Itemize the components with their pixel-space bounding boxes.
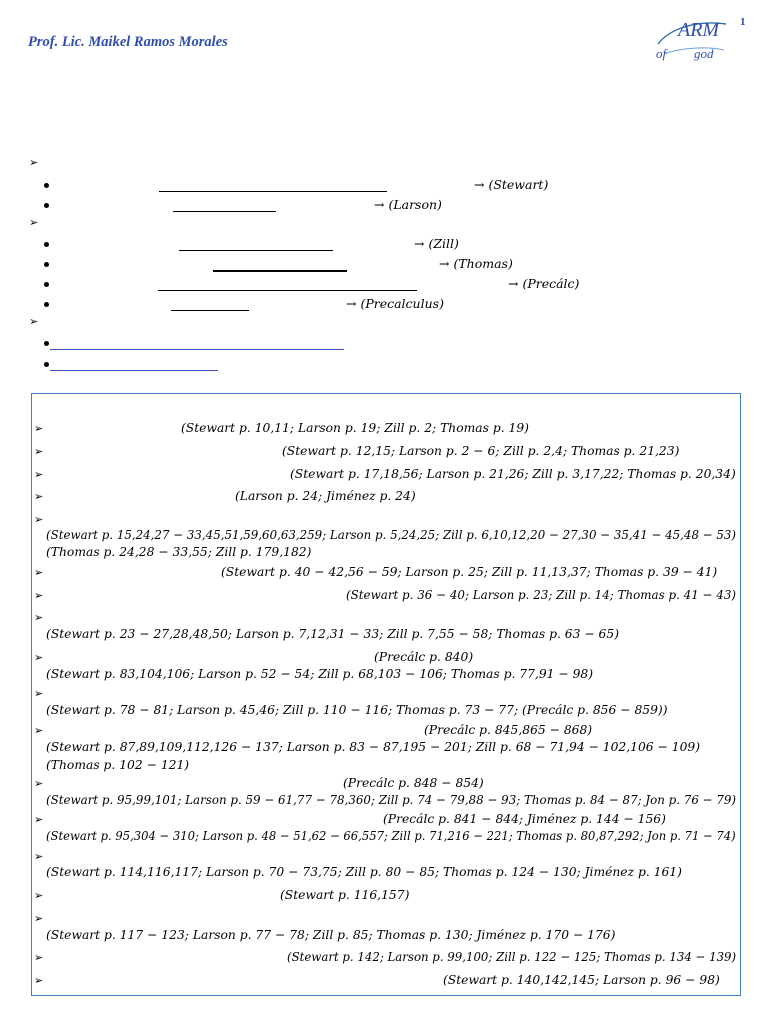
bullet-dot [44, 302, 49, 307]
bullet-dot [44, 183, 49, 188]
reference-line: (Stewart p. 17,18,56; Larson p. 21,26; Zill p. 3,17,22; Thomas p. 20,34) [290, 467, 736, 481]
reference-line: (Stewart p. 78 − 81; Larson p. 45,46; Zill p. 110 − 116; Thomas p. 73 − 77; (Precálc p. 856 − 859)) [46, 703, 668, 717]
arm-logo [650, 14, 730, 62]
arrow-bullet: ➢ [34, 468, 44, 481]
reference-line: (Precálc p. 841 − 844; Jiménez p. 144 − 156) [383, 812, 666, 826]
arrow-bullet: ➢ [29, 156, 39, 169]
reference-line: (Stewart p. 95,99,101; Larson p. 59 − 61,77 − 78,360; Zill p. 74 − 79,88 − 93; Thomas p. 84 − 87; Jon p. 76 − 79) [46, 793, 737, 807]
logo-text-right: god [694, 46, 714, 61]
reference-line: (Stewart p. 10,11; Larson p. 19; Zill p. 2; Thomas p. 19) [181, 421, 529, 435]
arrow-bullet: ➢ [34, 687, 44, 700]
logo-text-top: ARM [678, 19, 720, 41]
bullet-dot [44, 262, 49, 267]
ref-precalc: → (Precálc) [508, 276, 580, 291]
bullet-dot [44, 282, 49, 287]
ref-thomas: → (Thomas) [439, 256, 513, 271]
arrow-bullet: ➢ [34, 813, 44, 826]
arrow-bullet: ➢ [29, 216, 39, 229]
blank-underline [213, 270, 347, 272]
arrow-bullet: ➢ [34, 490, 44, 503]
reference-line: (Thomas p. 102 − 121) [46, 758, 190, 772]
bullet-dot [44, 362, 49, 367]
arrow-bullet: ➢ [34, 974, 44, 987]
header-author: Prof. Lic. Maikel Ramos Morales [28, 34, 228, 50]
arrow-bullet: ➢ [34, 777, 44, 790]
arrow-bullet: ➢ [34, 566, 44, 579]
arrow-bullet: ➢ [34, 951, 44, 964]
reference-line: (Precálc p. 845,865 − 868) [424, 723, 593, 737]
reference-line: (Stewart p. 114,116,117; Larson p. 70 − 73,75; Zill p. 80 − 85; Thomas p. 124 − 130; Jiménez p. 161) [46, 865, 682, 879]
reference-line: (Stewart p. 15,24,27 − 33,45,51,59,60,63,259; Larson p. 5,24,25; Zill p. 6,10,12,20 − 27,30 − 35,41 − 45,48 − 53) [46, 528, 737, 542]
arrow-bullet: ➢ [34, 513, 44, 526]
page-number: 1 [740, 16, 746, 28]
bullet-dot [44, 203, 49, 208]
reference-line: (Stewart p. 40 − 42,56 − 59; Larson p. 25; Zill p. 11,13,37; Thomas p. 39 − 41) [221, 565, 718, 579]
hyperlink-underline[interactable] [50, 349, 344, 350]
arrow-bullet: ➢ [34, 422, 44, 435]
blank-underline [159, 191, 387, 192]
arrow-bullet: ➢ [29, 315, 39, 328]
logo-text-left: of [656, 46, 667, 61]
blank-underline [173, 211, 276, 212]
reference-line: (Stewart p. 36 − 40; Larson p. 23; Zill p. 14; Thomas p. 41 − 43) [346, 588, 737, 602]
arrow-bullet: ➢ [34, 850, 44, 863]
reference-line: (Stewart p. 95,304 − 310; Larson p. 48 − 51,62 − 66,557; Zill p. 71,216 − 221; Thomas p. 80,87,292; Jon p. 71 − 74) [46, 829, 736, 843]
arrow-bullet: ➢ [34, 611, 44, 624]
hyperlink-underline[interactable] [50, 370, 218, 371]
references-box [31, 393, 741, 996]
reference-line: (Stewart p. 12,15; Larson p. 2 − 6; Zill p. 2,4; Thomas p. 21,23) [282, 444, 680, 458]
reference-line: (Stewart p. 83,104,106; Larson p. 52 − 54; Zill p. 68,103 − 106; Thomas p. 77,91 − 98) [46, 667, 594, 681]
reference-line: (Stewart p. 87,89,109,112,126 − 137; Larson p. 83 − 87,195 − 201; Zill p. 68 − 71,94 − 102,106 − 109) [46, 740, 701, 754]
reference-line: (Thomas p. 24,28 − 33,55; Zill p. 179,182) [46, 545, 312, 559]
reference-line: (Stewart p. 23 − 27,28,48,50; Larson p. 7,12,31 − 33; Zill p. 7,55 − 58; Thomas p. 63 − 65) [46, 627, 619, 641]
arrow-bullet: ➢ [34, 445, 44, 458]
reference-line: (Stewart p. 140,142,145; Larson p. 96 − 98) [443, 973, 720, 987]
arrow-bullet: ➢ [34, 889, 44, 902]
ref-stewart: → (Stewart) [474, 177, 549, 192]
reference-line: (Stewart p. 142; Larson p. 99,100; Zill p. 122 − 125; Thomas p. 134 − 139) [287, 950, 737, 964]
reference-line: (Larson p. 24; Jiménez p. 24) [235, 489, 416, 503]
blank-underline [171, 310, 249, 311]
ref-precalculus: → (Precalculus) [346, 296, 444, 311]
bullet-dot [44, 341, 49, 346]
reference-line: (Stewart p. 116,157) [280, 888, 410, 902]
arrow-bullet: ➢ [34, 724, 44, 737]
bullet-dot [44, 242, 49, 247]
reference-line: (Stewart p. 117 − 123; Larson p. 77 − 78; Zill p. 85; Thomas p. 130; Jiménez p. 170 − 176) [46, 928, 616, 942]
arrow-bullet: ➢ [34, 589, 44, 602]
blank-underline [179, 250, 333, 251]
arrow-bullet: ➢ [34, 651, 44, 664]
reference-line: (Precálc p. 848 − 854) [343, 776, 484, 790]
arrow-bullet: ➢ [34, 912, 44, 925]
blank-underline [158, 290, 417, 291]
ref-zill: → (Zill) [414, 236, 459, 251]
reference-line: (Precálc p. 840) [374, 650, 474, 664]
ref-larson: → (Larson) [374, 197, 442, 212]
